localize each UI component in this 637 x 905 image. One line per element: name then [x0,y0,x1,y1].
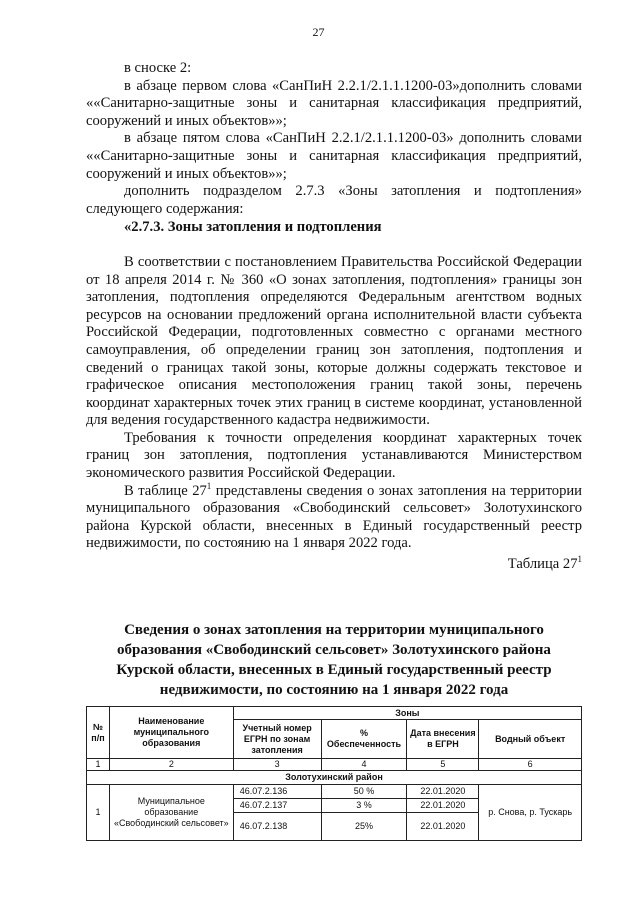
paragraph-footnote: в сноске 2: [124,60,192,76]
table-ref-text: В таблице 27 [124,482,207,499]
region-name: Золотухинский район [87,771,582,785]
date-value: 22.01.2020 [407,813,479,841]
header-egrn-number: Учетный номер ЕГРН по зонам затопления [233,720,321,759]
header-municipality: Наименование муниципального образования [109,707,233,759]
paragraph-fifth-abzac: в абзаце пятом слова «СанПиН 2.2.1/2.1.1.1200-03» дополнить словами ««Санитарно-защитные зоны и санитарная классификация предприятий, сооружений и иных объектов»»; [86,130,582,182]
table-title-line: Сведения о зонах затопления на территории муниципального [124,622,544,638]
percent-value: 3 % [321,799,407,813]
header-num: № п/п [87,707,110,759]
region-row [87,771,582,785]
egrn-number: 46.07.2.138 [233,813,321,841]
percent-value: 25% [321,813,407,841]
paragraph-table-reference [86,480,582,553]
column-number: 6 [479,759,582,771]
flood-zones-table [86,706,582,841]
column-number: 4 [321,759,407,771]
document-body [86,60,582,574]
date-value: 22.01.2020 [407,799,479,813]
entry-num: 1 [87,785,110,841]
table-title [86,620,582,700]
table-title-line: недвижимости, по состоянию на 1 января 2022 года [159,682,509,698]
table-title-line: Курской области, внесенных в Единый государственный реестр [116,662,552,678]
column-number: 1 [87,759,110,771]
paragraph-add-subsection: дополнить подразделом 2.7.3 «Зоны затопления и подтопления» следующего содержания: [86,183,582,217]
column-number: 5 [407,759,479,771]
column-numbers-row [87,759,582,771]
column-number: 3 [233,759,321,771]
section-heading: «2.7.3. Зоны затопления и подтопления [124,219,382,236]
entry-municipality: Муниципальное образование «Свободинский сельсовет» [109,785,233,841]
table-title-line: образования «Свободинский сельсовет» Золотухинского района [117,642,551,658]
water-object: р. Снова, р. Тускарь [479,785,582,841]
header-water-object: Водный объект [479,720,582,759]
table-label-text: Таблица 27 [507,556,578,573]
table-label-superscript: 1 [577,554,582,565]
table-ref-continuation: представлены сведения о зонах затопления на территории муниципального образования «Свободинский сельсовет» Золотухинского района Курской области, внесенных в Единый государственный реестр недвижимости, по состоянию на 1 января 2022 года. [86,482,582,552]
page-number: 27 [312,25,325,39]
egrn-number: 46.07.2.136 [233,785,321,799]
header-date: Дата внесения в ЕГРН [407,720,479,759]
table-label [86,556,582,574]
paragraph-regulation: В соответствии с постановлением Правительства Российской Федерации от 18 апреля 2014 г. № 360 «О зонах затопления, подтопления» границы зон затопления, подтопления определяются Федеральным агентством водных ресурсов на основании предложений органа исполнительной власти субъекта Российской Федерации, подготовленных совместно с органами местного самоуправления, об определении границ зон затопления, подтопления и сведений о границах такой зоны, которые должны содержать текстовое и графическое описания местоположения границ такой зоны, перечень координат характерных точек этих границ в системе координат, установленной для ведения государственного кадастра недвижимости. [86,253,582,429]
table-ref-superscript: 1 [206,480,212,491]
header-percent: % Обеспеченность [321,720,407,759]
paragraph-first-abzac: в абзаце первом слова «СанПиН 2.2.1/2.1.1.1200-03»дополнить словами ««Санитарно-защитные зоны и санитарная классификация предприятий, сооружений и иных объектов»»; [86,77,582,129]
table-row [87,785,582,799]
date-value: 22.01.2020 [407,785,479,799]
column-number: 2 [109,759,233,771]
percent-value: 50 % [321,785,407,799]
paragraph-accuracy: Требования к точности определения координат характерных точек границ зон затопления, подтопления устанавливаются Министерством экономического развития Российской Федерации. [86,429,582,482]
egrn-number: 46.07.2.137 [233,799,321,813]
header-zones: Зоны [233,707,581,720]
